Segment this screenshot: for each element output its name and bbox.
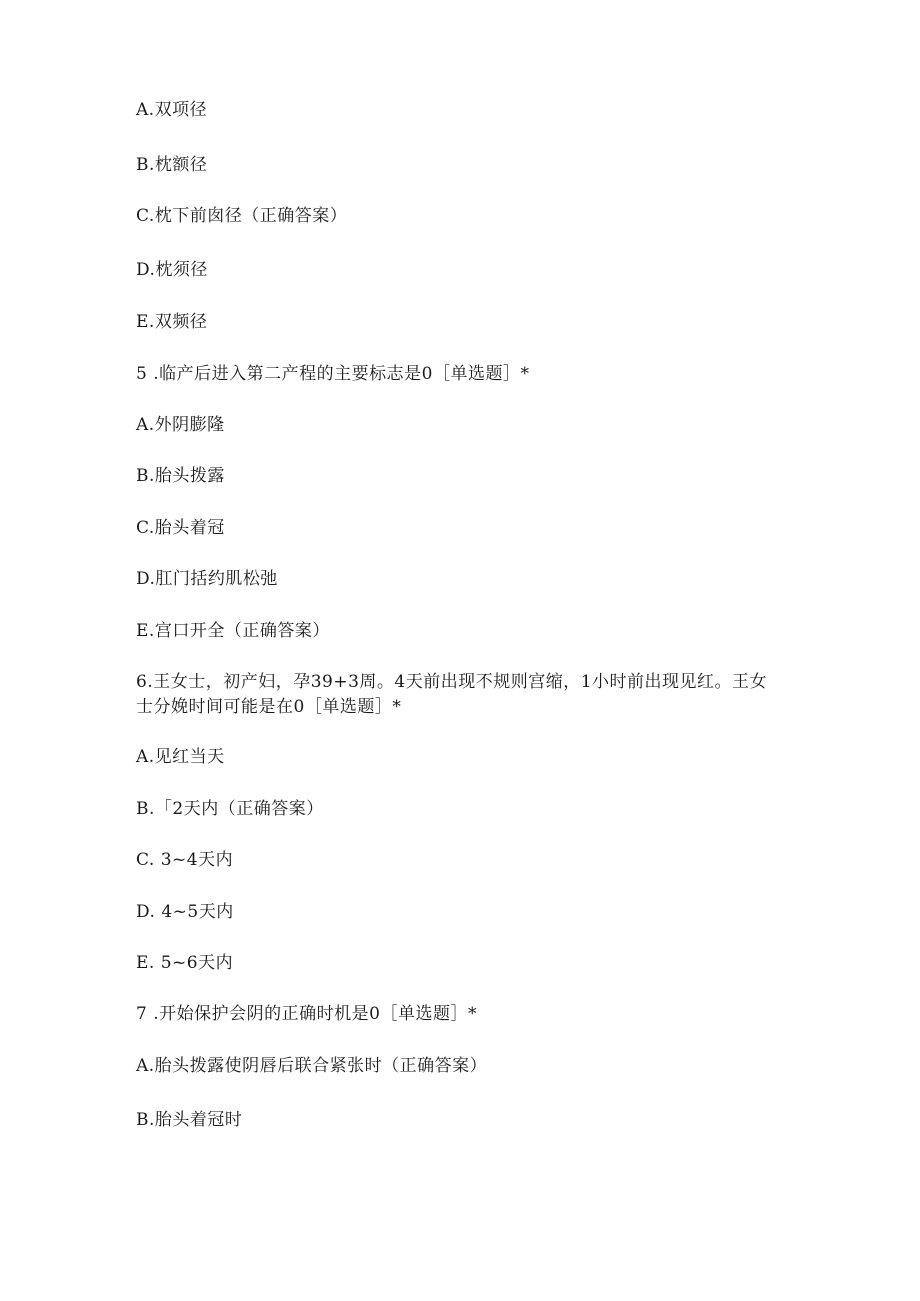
q6-option-a: A.见红当天 [136,747,225,767]
q7-option-b: B.胎头着冠时 [136,1110,243,1130]
q4-option-c: C.枕下前囱径（正确答案） [136,206,348,226]
q6-option-d: D. 4~5天内 [136,902,234,922]
question-5: 5 .临产后进入第二产程的主要标志是0［单选题］* [136,364,530,384]
q4-option-e: E.双频径 [136,312,208,332]
question-7: 7 .开始保护会阴的正确时机是0［单选题］* [136,1004,477,1024]
q5-option-c: C.胎头着冠 [136,518,225,538]
q5-option-e: E.宫口开全（正确答案） [136,621,330,641]
q4-option-b: B.枕额径 [136,155,208,175]
q4-option-d: D.枕须径 [136,260,208,280]
question-6-line-2: 士分娩时间可能是在0［单选题］* [136,697,402,717]
q5-option-b: B.胎头拨露 [136,466,225,486]
q6-option-e: E. 5~6天内 [136,953,234,973]
q5-option-d: D.肛门括约肌松弛 [136,569,278,589]
question-6-line-1: 6.王女士，初产妇，孕39+3周。4天前出现不规则宫缩，1小时前出现见红。王女 [136,672,768,692]
q6-option-c: C. 3~4天内 [136,850,234,870]
q6-option-b: B.「2天内（正确答案） [136,799,324,819]
q4-option-a: A.双项径 [136,100,208,120]
q5-option-a: A.外阴膨隆 [136,415,225,435]
q7-option-a: A.胎头拨露使阴唇后联合紧张时（正确答案） [136,1056,488,1076]
